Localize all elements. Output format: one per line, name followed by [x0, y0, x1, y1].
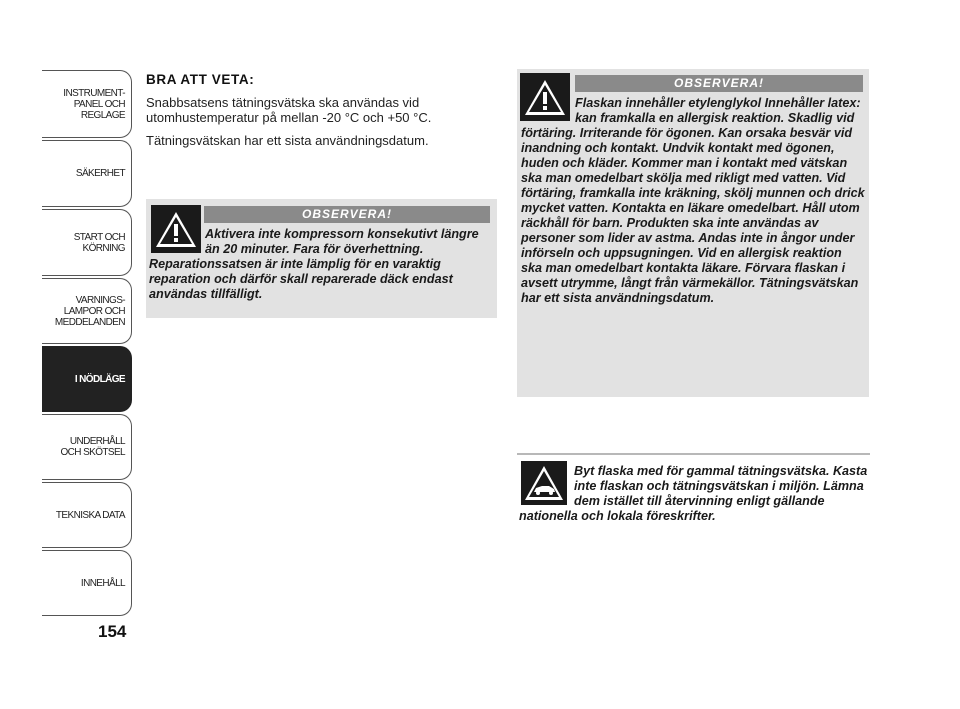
- warning-box-compressor: [146, 199, 497, 318]
- page-number: 154: [98, 622, 127, 641]
- warning-box-ethylene-glycol: [517, 69, 869, 397]
- paragraph-temperature: Snabbsatsens tätningsvätska ska användas vid utomhustemperatur på mellan -20 °C och +50 °C.: [146, 95, 432, 125]
- warning-header: OBSERVERA!: [204, 206, 490, 223]
- section-heading: BRA ATT VETA:: [146, 72, 255, 87]
- tab-sakerhet[interactable]: SÄKERHET: [42, 140, 132, 207]
- environment-note: [519, 464, 869, 524]
- tab-start-och-korning[interactable]: START OCH KÖRNING: [42, 209, 132, 276]
- tab-varningslampor[interactable]: VARNINGS- LAMPOR OCH MEDDELANDEN: [42, 278, 132, 344]
- tab-innehall[interactable]: INNEHÅLL: [42, 550, 132, 616]
- tab-instrumentpanel[interactable]: INSTRUMENT- PANEL OCH REGLAGE: [42, 70, 132, 138]
- divider: [517, 453, 870, 455]
- warning-header: OBSERVERA!: [575, 75, 863, 92]
- tab-tekniska-data[interactable]: TEKNISKA DATA: [42, 482, 132, 548]
- good-to-know-section: [146, 72, 486, 156]
- environment-text: Byt flaska med för gammal tätningsvätska. Kasta inte flaskan och tätningsvätskan i miljön. Lämna dem istället till återvinning enligt gällande nationella och lokala föreskrifter.: [519, 464, 868, 523]
- warning-text: Aktivera inte kompressorn konsekutivt längre än 20 minuter. Fara för överhettning. Reparationssatsen är inte lämplig för en varaktig reparation och därför skall reparerade däck endast användas tillfälligt.: [149, 227, 479, 301]
- tab-underhall[interactable]: UNDERHÅLL OCH SKÖTSEL: [42, 414, 132, 480]
- warning-text: Flaskan innehåller etylenglykol Innehåller latex: kan framkalla en allergisk reaktion. Skadlig vid förtäring. Irriterande för ögonen. Kan orsaka besvär vid inandning och kontakt. Undvik kontakt med ögonen, huden och kläder. Kommer man i kontakt med vätskan ska man omedelbart skölja med rikligt med vatten. Vid förtäring, framkalla inte kräkning, skölj munnen och drick mycket vatten. Kontakta en läkare omedelbart. Håll utom räckhåll för barn. Produkten ska inte användas av personer som lider av astma. Andas inte in ångor under införseln och uppsugningen. Vid en allergisk reaktion ska man omedelbart kontakta läkare. Förvara flaskan i avsett utrymme, långt från värmekällor. Tätningsvätskan har ett sista användningsdatum.: [521, 96, 865, 305]
- paragraph-expiry: Tätningsvätskan har ett sista användningsdatum.: [146, 133, 429, 148]
- tab-i-nodlage[interactable]: I NÖDLÄGE: [42, 346, 132, 412]
